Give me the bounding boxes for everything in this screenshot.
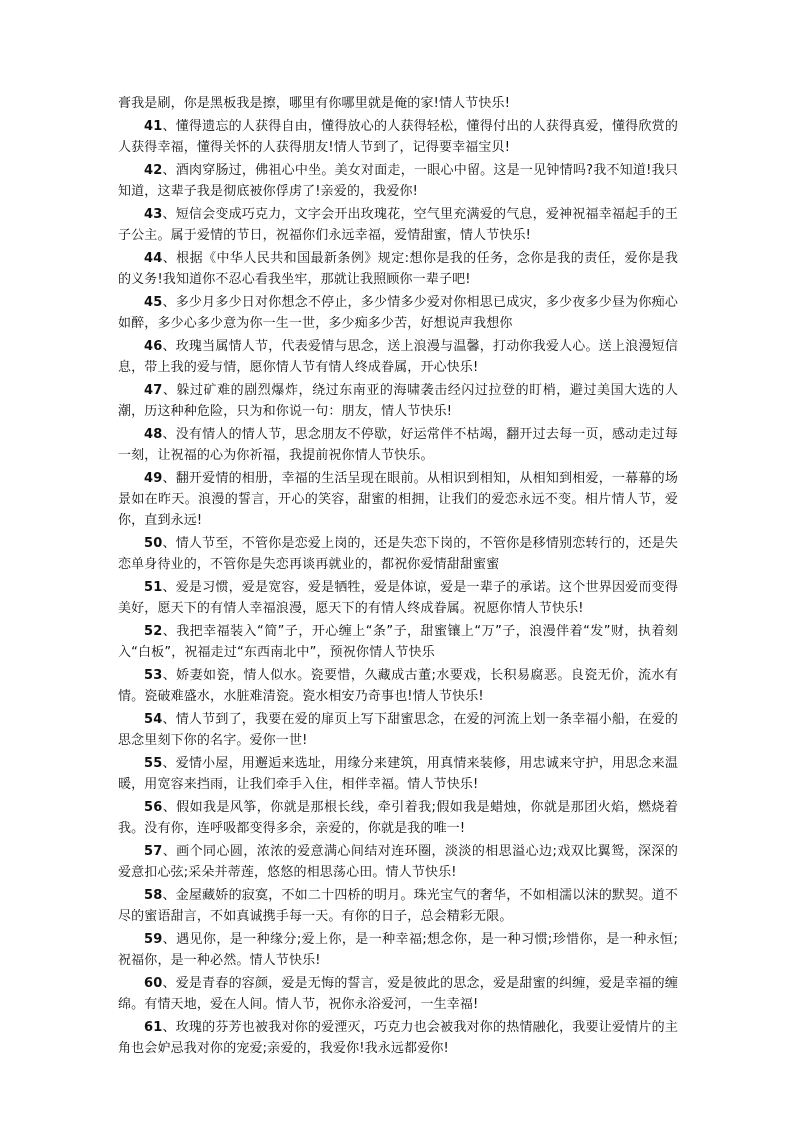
paragraph-number: 61 xyxy=(144,1020,163,1035)
paragraph-text: 、爱是青春的容颜，爱是无悔的誓言，爱是彼此的思念，爱是甜蜜的纠缠，爱是幸福的缠绵。有情天地，爱在人间。情人节，祝你永浴爱河，一生幸福! xyxy=(118,976,678,1012)
paragraph-number: 47 xyxy=(144,383,163,398)
paragraph-number: 46 xyxy=(144,339,163,354)
paragraph-43 xyxy=(118,204,678,246)
paragraph-text: 、根据《中华人民共和国最新条例》规定:想你是我的任务，念你是我的责任，爱你是我的义务!我知道你不忍心看我坐牢，那就让我照顾你一辈子吧! xyxy=(118,251,678,287)
paragraph-number: 51 xyxy=(144,580,163,595)
paragraph-text: 、金屋藏娇的寂寞，不如二十四桥的明月。珠光宝气的奢华，不如相濡以沫的默契。道不尽的蜜语甜言，不如真诚携手每一天。有你的日子，总会精彩无限。 xyxy=(118,888,678,924)
paragraph-text: 、遇见你，是一种缘分;爱上你，是一种幸福;想念你，是一种习惯;珍惜你，是一种永恒;祝福你，是一种必然。情人节快乐! xyxy=(118,932,678,968)
paragraph-number: 43 xyxy=(144,207,163,222)
paragraph-45 xyxy=(118,292,678,334)
paragraph-55 xyxy=(118,753,678,795)
paragraph-46 xyxy=(118,336,678,378)
paragraph-50 xyxy=(118,533,678,575)
paragraph-number: 56 xyxy=(144,800,163,815)
paragraph-57 xyxy=(118,841,678,883)
paragraph-number: 49 xyxy=(144,471,163,486)
paragraph-text: 、没有情人的情人节，思念朋友不停歇，好运常伴不枯竭，翻开过去每一页，感动走过每一刻，让祝福的心为你祈福，我提前祝你情人节快乐。 xyxy=(118,427,678,463)
paragraph-number: 54 xyxy=(144,712,163,727)
paragraph-51 xyxy=(118,577,678,619)
paragraph-text: 、酒肉穿肠过，佛祖心中坐。美女对面走，一眼心中留。这是一见钟情吗?我不知道!我只知道，这辈子我是彻底被你俘虏了!亲爱的，我爱你! xyxy=(118,163,678,199)
paragraph-text: 、画个同心圆，浓浓的爱意满心间结对连环圈，淡淡的相思溢心边;戏双比翼鸳，深深的爱意扣心弦;采朵并蒂莲，悠悠的相思荡心田。情人节快乐! xyxy=(118,844,678,880)
paragraph-number: 60 xyxy=(144,976,163,991)
paragraph-number: 42 xyxy=(144,163,163,178)
document-body xyxy=(118,93,678,1061)
paragraph-60 xyxy=(118,973,678,1015)
paragraph-number: 44 xyxy=(144,251,163,266)
paragraph-54 xyxy=(118,709,678,751)
paragraph-text: 、爱是习惯，爱是宽容，爱是牺牲，爱是体谅，爱是一辈子的承诺。这个世界因爱而变得美好，愿天下的有情人幸福浪漫，愿天下的有情人终成眷属。祝愿你情人节快乐! xyxy=(118,580,678,616)
paragraph-52 xyxy=(118,621,678,663)
paragraph-text: 、躲过矿难的剧烈爆炸，绕过东南亚的海啸袭击经闪过拉登的盯梢，避过美国大选的人潮，历这种种危险，只为和你说一句：朋友，情人节快乐! xyxy=(118,383,678,419)
paragraph-53 xyxy=(118,665,678,707)
paragraph-61 xyxy=(118,1017,678,1059)
paragraph-number: 59 xyxy=(144,932,163,947)
paragraph-number: 57 xyxy=(144,844,163,859)
paragraph-text: 、假如我是风筝，你就是那根长线，牵引着我;假如我是蜡烛，你就是那团火焰，燃烧着我。没有你，连呼吸都变得多余，亲爱的，你就是我的唯一! xyxy=(118,800,678,836)
paragraph-number: 48 xyxy=(144,427,163,442)
paragraph-44 xyxy=(118,248,678,290)
paragraph-text: 、娇妻如瓷，情人似水。瓷要惜，久藏成古董;水要戏，长积易腐恶。良瓷无价，流水有情。瓷破难盛水，水脏难清瓷。瓷水相安乃奇事也!情人节快乐! xyxy=(118,668,678,704)
paragraph-number: 50 xyxy=(144,536,163,551)
paragraph-continuation xyxy=(118,93,678,114)
paragraph-number: 41 xyxy=(144,119,163,134)
paragraph-text: 膏我是刷，你是黑板我是擦，哪里有你哪里就是俺的家!情人节快乐! xyxy=(118,96,511,111)
paragraph-text: 、翻开爱情的相册，幸福的生活呈现在眼前。从相识到相知，从相知到相爱，一幕幕的场景如在昨天。浪漫的誓言，开心的笑容，甜蜜的相拥，让我们的爱恋永远不变。相片情人节，爱你，直到永远! xyxy=(118,471,678,528)
paragraph-text: 、情人节到了，我要在爱的扉页上写下甜蜜思念，在爱的河流上划一条幸福小船，在爱的思念里刻下你的名字。爱你一世! xyxy=(118,712,678,748)
paragraph-49 xyxy=(118,468,678,531)
paragraph-text: 、情人节至，不管你是恋爱上岗的，还是失恋下岗的，不管你是移情别恋转行的，还是失恋单身待业的，不管你是失恋再谈再就业的，都祝你爱情甜甜蜜蜜 xyxy=(118,536,678,572)
paragraph-number: 52 xyxy=(144,624,163,639)
paragraph-41 xyxy=(118,116,678,158)
paragraph-58 xyxy=(118,885,678,927)
paragraph-number: 45 xyxy=(144,295,163,310)
paragraph-number: 55 xyxy=(144,756,163,771)
paragraph-47 xyxy=(118,380,678,422)
paragraph-text: 、短信会变成巧克力，文字会开出玫瑰花，空气里充满爱的气息，爱神祝福幸福起手的王子公主。属于爱情的节日，祝福你们永远幸福，爱情甜蜜，情人节快乐! xyxy=(118,207,678,243)
paragraph-42 xyxy=(118,160,678,202)
paragraph-text: 、玫瑰的芬芳也被我对你的爱湮灭，巧克力也会被我对你的热情融化，我要让爱情片的主角也会妒忌我对你的宠爱;亲爱的，我爱你!我永远都爱你! xyxy=(118,1020,678,1056)
paragraph-text: 、懂得遗忘的人获得自由，懂得放心的人获得轻松，懂得付出的人获得真爱，懂得欣赏的人获得幸福，懂得关怀的人获得朋友!情人节到了，记得要幸福宝贝! xyxy=(118,119,678,155)
paragraph-text: 、多少月多少日对你想念不停止，多少情多少爱对你相思已成灾，多少夜多少昼为你痴心如醉，多少心多少意为你一生一世，多少痴多少苦，好想说声我想你 xyxy=(118,295,678,331)
paragraph-text: 、玫瑰当属情人节，代表爱情与思念，送上浪漫与温馨，打动你我爱人心。送上浪漫短信息，带上我的爱与情，愿你情人节有情人终成眷属，开心快乐! xyxy=(118,339,678,375)
paragraph-48 xyxy=(118,424,678,466)
paragraph-number: 58 xyxy=(144,888,163,903)
paragraph-text: 、爱情小屋，用邂逅来选址，用缘分来建筑，用真情来装修，用忠诚来守护，用思念来温暖，用宽容来挡雨，让我们牵手入住，相伴幸福。情人节快乐! xyxy=(118,756,678,792)
paragraph-56 xyxy=(118,797,678,839)
paragraph-text: 、我把幸福装入“简”子，开心缠上“条”子，甜蜜镶上“万”子，浪漫伴着“发”财，执着刻入“白板”，祝福走过“东西南北中”，预祝你情人节快乐 xyxy=(118,624,678,660)
paragraph-59 xyxy=(118,929,678,971)
paragraph-number: 53 xyxy=(144,668,163,683)
